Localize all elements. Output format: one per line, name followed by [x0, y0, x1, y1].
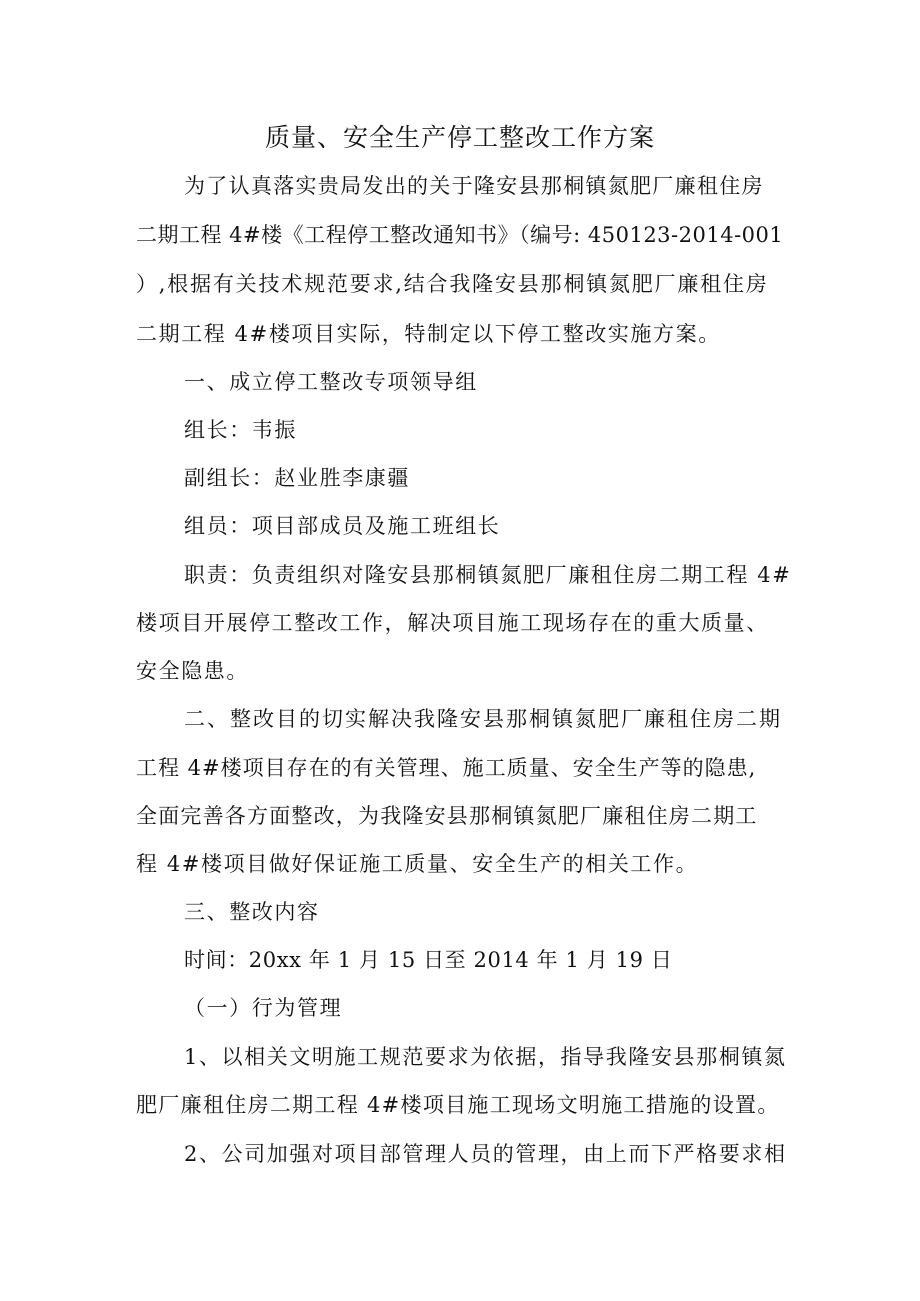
group-members-line: 组员：项目部成员及施工班组长	[184, 514, 501, 538]
duties-line-3: 安全隐患。	[136, 659, 249, 683]
item-2-line-1: 2、公司加强对项目部管理人员的管理，由上而下严格要求相	[184, 1142, 787, 1166]
section-heading-rectification-content: 三、整改内容	[184, 900, 320, 924]
item-1-line-1: 1、以相关文明施工规范要求为依据，指导我隆安县那桐镇氮	[184, 1045, 787, 1069]
document-title: 质量、安全生产停工整改工作方案	[264, 123, 655, 152]
intro-line-2: 二期工程 4#楼《工程停工整改通知书》（编号: 450123-2014-001	[136, 223, 784, 247]
duties-line-2: 楼项目开展停工整改工作，解决项目施工现场存在的重大质量、	[136, 611, 769, 635]
purpose-line-1: 二、整改目的切实解决我隆安县那桐镇氮肥厂廉租住房二期	[184, 707, 782, 731]
time-line: 时间：20xx 年 1 月 15 日至 2014 年 1 月 19 日	[184, 948, 673, 972]
section-heading-leadership-group: 一、成立停工整改专项领导组	[184, 370, 478, 394]
purpose-line-4: 程 4#楼项目做好保证施工质量、安全生产的相关工作。	[136, 852, 699, 876]
subsection-heading-behavior-management: （一）行为管理	[184, 996, 343, 1020]
intro-line-1: 为了认真落实贵局发出的关于隆安县那桐镇氮肥厂廉租住房	[184, 174, 764, 198]
duties-line-1: 职责：负责组织对隆安县那桐镇氮肥厂廉租住房二期工程 4#	[184, 563, 792, 587]
deputy-leader-line: 副组长：赵业胜李康疆	[184, 466, 410, 490]
intro-line-3: ）,根据有关技术规范要求,结合我隆安县那桐镇氮肥厂廉租住房	[136, 272, 769, 296]
intro-line-4: 二期工程 4#楼项目实际，特制定以下停工整改实施方案。	[136, 322, 721, 346]
group-leader-line: 组长：韦振	[184, 418, 297, 442]
purpose-line-3: 全面完善各方面整改，为我隆安县那桐镇氮肥厂廉租住房二期工	[136, 804, 758, 828]
item-1-line-2: 肥厂廉租住房二期工程 4#楼项目施工现场文明施工措施的设置。	[136, 1093, 780, 1117]
purpose-line-2: 工程 4#楼项目存在的有关管理、施工质量、安全生产等的隐患,	[136, 756, 757, 780]
